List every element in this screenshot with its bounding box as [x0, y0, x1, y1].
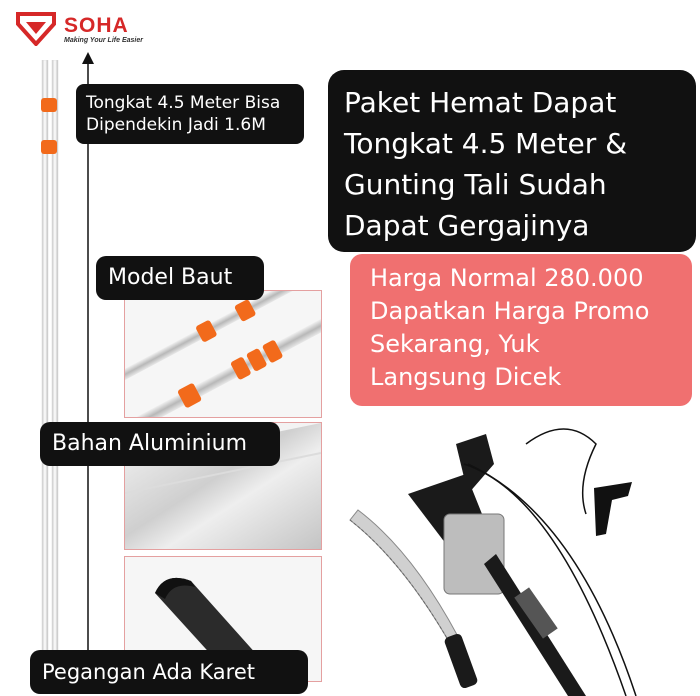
brand-tagline: Making Your Life Easier	[64, 37, 143, 44]
label-paket-line1: Paket Hemat Dapat	[344, 86, 617, 119]
soha-logo-icon	[14, 10, 58, 46]
label-tongkat-line1: Tongkat 4.5 Meter Bisa	[86, 93, 281, 113]
tools-photo	[336, 404, 700, 696]
label-paket-line3: Gunting Tali Sudah	[344, 168, 607, 201]
telescopic-pole	[36, 60, 66, 660]
label-tongkat	[76, 84, 304, 144]
pruner-tool	[408, 429, 636, 696]
label-paket-hemat	[328, 70, 696, 252]
label-harga-line1: Harga Normal 280.000	[370, 264, 644, 292]
label-model-baut: Model Baut	[96, 256, 264, 300]
label-bahan-aluminium: Bahan Aluminium	[40, 422, 280, 466]
label-pegangan-karet: Pegangan Ada Karet	[30, 650, 308, 694]
label-harga-line3: Sekarang, Yuk	[370, 330, 540, 358]
photo-model-baut	[124, 290, 322, 418]
brand-name: SOHA	[64, 14, 129, 37]
label-paket-line2: Tongkat 4.5 Meter &	[344, 127, 628, 160]
label-harga-promo	[350, 254, 692, 406]
label-paket-line4: Dapat Gergajinya	[344, 209, 590, 242]
label-tongkat-line2: Dipendekin Jadi 1.6M	[86, 115, 266, 135]
brand-logo	[14, 10, 154, 46]
label-harga-line4: Langsung Dicek	[370, 363, 562, 391]
label-harga-line2: Dapatkan Harga Promo	[370, 297, 650, 325]
